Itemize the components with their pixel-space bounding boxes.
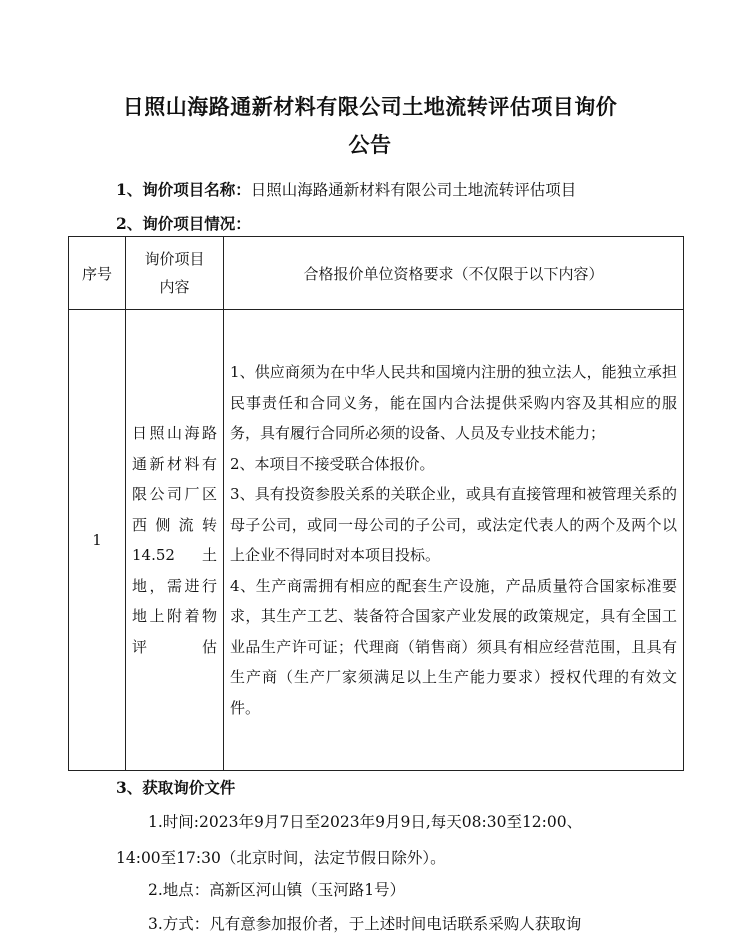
- table-row: [69, 310, 684, 771]
- place-line: 2.地点：高新区河山镇（玉河路1号）: [148, 881, 406, 899]
- section-2-label: 2、询价项目情况：: [116, 214, 251, 233]
- header-project-content-line2: 内容: [159, 278, 190, 296]
- time-line-2: 14:00至17:30（北京时间，法定节假日除外）。: [116, 849, 446, 867]
- requirement-item: 3、具有投资参股关系的关联企业，或具有直接管理和被管理关系的母子公司，或同一母公司的子公司，或法定代表人的两个及两个以上企业不得同时对本项目投标。: [230, 485, 677, 564]
- document-title: [0, 88, 740, 164]
- requirement-item: 4、生产商需拥有相应的配套生产设施，产品质量符合国家标准要求，其生产工艺、装备符合国家产业发展的政策规定，具有全国工业品生产许可证；代理商（销售商）须具有相应经营范围，且具有生产商（生产厂家须满足以上生产能力要求）授权代理的有效文件。: [230, 576, 677, 717]
- requirement-item: 2、本项目不接受联合体报价。: [230, 454, 435, 473]
- header-project-content: [126, 237, 224, 310]
- project-name: 日照山海路通新材料有限公司土地流转评估项目: [250, 181, 577, 199]
- section-1: [116, 178, 576, 200]
- row-project-content: 日照山海路通新材料有限公司厂区西侧流转14.52土地，需进行地上附着物评估: [126, 310, 224, 771]
- section-3-label: 3、获取询价文件: [116, 778, 236, 797]
- method-line: 3.方式：凡有意参加报价者，于上述时间电话联系采购人获取询: [148, 915, 582, 933]
- title-line-2: 公告: [348, 132, 392, 157]
- header-qualification: 合格报价单位资格要求（不仅限于以下内容）: [224, 237, 684, 310]
- header-serial-number: 序号: [69, 237, 126, 310]
- requirements-table: [68, 236, 684, 771]
- requirement-item: 1、供应商须为在中华人民共和国境内注册的独立法人，能独立承担民事责任和合同义务，能在国内合法提供采购内容及其相应的服务，具有履行合同所必须的设备、人员及专业技术能力；: [230, 363, 677, 442]
- section-1-label: 1、询价项目名称：: [116, 180, 251, 199]
- title-line-1: 日照山海路通新材料有限公司土地流转评估项目询价: [122, 94, 618, 119]
- row-qualifications: [224, 310, 684, 771]
- time-line-1: 1.时间:2023年9月7日至2023年9月9日,每天08:30至12:00、: [148, 813, 583, 831]
- header-project-content-line1: 询价项目: [144, 250, 205, 268]
- row-serial-number: 1: [69, 310, 126, 771]
- table-header-row: [69, 237, 684, 310]
